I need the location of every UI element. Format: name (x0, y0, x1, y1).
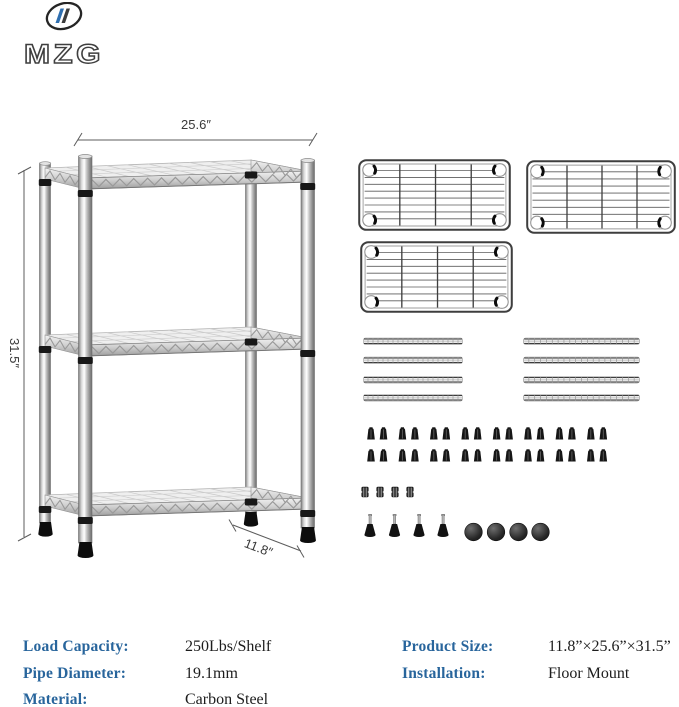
connector-parts (362, 487, 413, 497)
wire-shelf-parts (359, 160, 675, 312)
leveling-feet-parts (364, 514, 448, 537)
spec-value-material: Carbon Steel (185, 691, 269, 707)
dim-width-label: 25.6″ (181, 117, 211, 132)
spec-value-pipe-diameter: 19.1mm (185, 665, 238, 682)
sleeve-clip-parts (367, 427, 607, 461)
shelf-unit-drawing (0, 95, 345, 600)
wire-shelf-part (361, 242, 512, 312)
logo-wordmark: MZG (24, 39, 104, 69)
spec-value-load-capacity: 250Lbs/Shelf (185, 638, 272, 655)
dim-height (7, 167, 31, 541)
parts-diagram (350, 150, 679, 550)
dim-depth (229, 520, 304, 560)
end-cap-parts (465, 523, 550, 541)
spec-label-product-size: Product Size: (402, 638, 494, 655)
wire-shelf-part (527, 161, 675, 233)
dim-width (74, 117, 317, 146)
dim-height-label: 31.5″ (7, 338, 22, 368)
spec-label-installation: Installation: (402, 665, 486, 682)
pole-pipe-parts (364, 338, 640, 401)
brand-logo (8, 2, 128, 74)
spec-value-installation: Floor Mount (548, 665, 630, 682)
spec-label-load-capacity: Load Capacity: (23, 638, 129, 655)
dim-depth-label: 11.8″ (242, 535, 275, 560)
spec-label-material: Material: (23, 691, 88, 707)
spec-label-pipe-diameter: Pipe Diameter: (23, 665, 127, 682)
wire-shelf-part (359, 160, 510, 230)
spec-value-product-size: 11.8”×25.6”×31.5” (548, 638, 671, 655)
